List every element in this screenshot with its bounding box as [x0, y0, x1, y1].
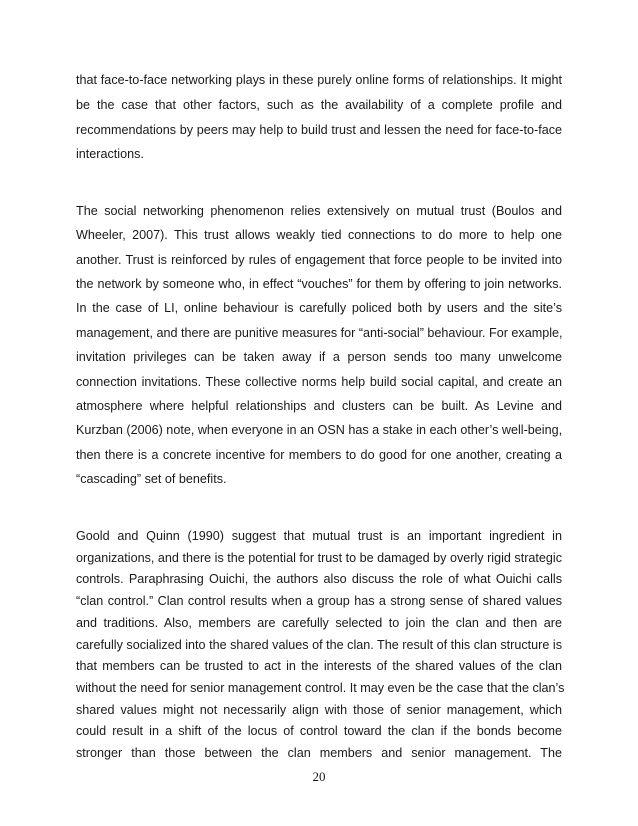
paragraph-3-line-11: stronger than those between the clan members and senior management. The	[76, 746, 562, 760]
paragraph-3-line-6: carefully socialized into the shared values of the clan. The result of this clan structure is	[76, 637, 562, 652]
paragraph-2-line-1: The social networking phenomenon relies extensively on mutual trust (Boulos and	[76, 204, 562, 218]
paragraph-1-line-3: recommendations by peers may help to build trust and lessen the need for face-to-face	[76, 123, 562, 137]
paragraph-2-line-10: Kurzban (2006) note, when everyone in an OSN has a stake in each other’s well-being,	[76, 423, 563, 437]
paragraph-3-line-3: controls. Paraphrasing Ouichi, the authors also discuss the role of what Ouichi calls	[76, 572, 562, 587]
paragraph-2-line-8: connection invitations. These collective norms help build social capital, and create an	[76, 375, 562, 389]
paragraph-2-line-11: then there is a concrete incentive for members to do good for one another, creating a	[76, 448, 562, 462]
paragraph-2-line-9: atmosphere where helpful relationships and clusters can be built. As Levine and	[76, 399, 562, 413]
paragraph-2-line-4: the network by someone who, in effect “vouches” for them by offering to join networks.	[76, 277, 562, 291]
paragraph-1-line-2: be the case that other factors, such as the availability of a complete profile and	[76, 98, 562, 112]
paragraph-2-line-3: another. Trust is reinforced by rules of engagement that force people to be invited into	[76, 253, 562, 267]
paragraph-3-line-2: organizations, and there is the potential for trust to be damaged by overly rigid strategic	[76, 550, 562, 565]
paragraph-3-line-7: that members can be trusted to act in the interests of the shared values of the clan	[76, 659, 562, 674]
paragraph-3-line-10: could result in a shift of the locus of control toward the clan if the bonds become	[76, 724, 562, 739]
paragraph-2-line-12: “cascading” set of benefits.	[76, 472, 227, 486]
paragraph-3-line-1: Goold and Quinn (1990) suggest that mutual trust is an important ingredient in	[76, 529, 562, 543]
paragraph-1-line-4: interactions.	[76, 147, 144, 161]
paragraph-2-line-5: In the case of LI, online behaviour is carefully policed both by users and the site’s	[76, 301, 562, 315]
paragraph-2-line-6: management, and there are punitive measures for “anti-social” behaviour. For example,	[76, 326, 563, 340]
paragraph-3-line-5: and traditions. Also, members are carefully selected to join the clan and then are	[76, 615, 562, 630]
paragraph-3-line-8: without the need for senior management control. It may even be the case that the clan’s	[76, 680, 565, 695]
page-number: 20	[312, 768, 326, 784]
paragraph-3-line-4: “clan control.” Clan control results when a group has a strong sense of shared values	[76, 594, 562, 609]
paragraph-2-line-2: Wheeler, 2007). This trust allows weakly tied connections to do more to help one	[76, 228, 562, 242]
paragraph-3-line-9: shared values might not necessarily align with those of senior management, which	[76, 702, 562, 717]
paragraph-2-line-7: invitation privileges can be taken away if a person sends too many unwelcome	[76, 350, 562, 364]
paragraph-1-line-1: that face-to-face networking plays in these purely online forms of relationships. It might	[76, 73, 562, 87]
